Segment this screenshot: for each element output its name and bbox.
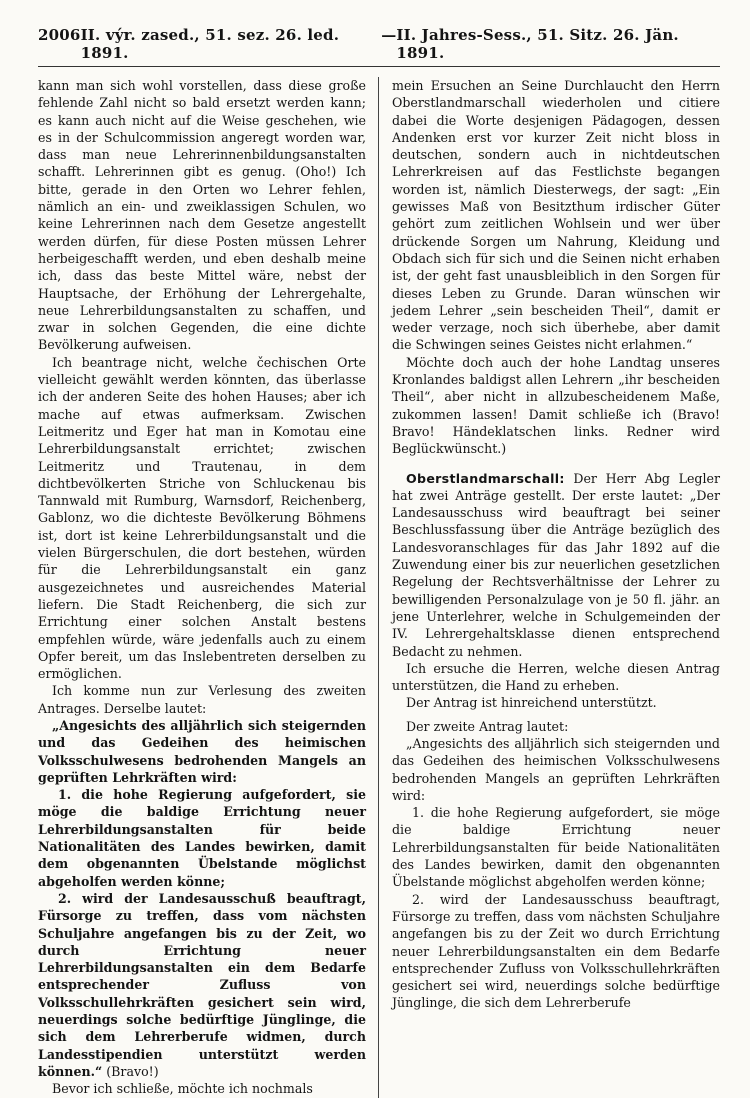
column-divider <box>378 77 379 1098</box>
paragraph: Ich komme nun zur Verlesung des zweiten Antrages. Derselbe lautet: <box>38 683 366 716</box>
motion-item-1: 1. die hohe Regierung aufgefordert, sie möge die baldige Errichtung neuer Lehrerbildungsanstalten für beide Nationalitäten des Landes bewirken, damit dem obgenannten Übelstande möglichst abgeholfen werden könne; <box>38 787 366 889</box>
page-header <box>38 26 720 67</box>
paragraph: Ich beantrage nicht, welche čechischen Orte vielleicht gewählt werden könnten, das überlasse ich der anderen Seite des hohen Hauses; aber ich mache auf etwas aufmerksam. Zwischen Leitmeritz und Eger hat man in Komotau eine Lehrerbildungsanstalt errichtet; zwischen Leitmeritz und Trautenau, in dem dichtbevölkerten Striche von Schluckenau bis Tannwald mit Rumburg, Warnsdorf, Reichenberg, Gablonz, wo die dichteste Bevölkerung Böhmens ist, dort ist keine Lehrerbildungsanstalt und die vielen Bürgerschulen, die dort bestehen, würden für die Lehrerbildungsanstalt ein ganz ausgezeichnetes und ausreichendes Material liefern. Die Stadt Reichenberg, die sich zur Errichtung einer solchen Anstalt bestens empfehlen würde, wäre jedenfalls auch zu einem Opfer bereit, um das Inslebentreten derselben zu ermöglichen. <box>38 354 366 682</box>
paragraph: Bevor ich schließe, möchte ich nochmals <box>52 1081 313 1097</box>
applause-note: (Bravo!) <box>106 1063 159 1079</box>
session-german: II. Jahres-Sess., 51. Sitz. 26. Jän. 1891. <box>396 26 679 62</box>
paragraph: Möchte doch auch der hohe Landtag unseres Kronlandes baldigst allen Lehrern „ihr bescheiden Theil“, aber nicht in allzubescheidenem Maße, zukommen lassen! Damit schließe ich (Bravo! Bravo! Händeklatschen links. Redner wird Beglückwünscht.) <box>392 354 720 457</box>
speaker-paragraph <box>392 470 720 660</box>
speaker-name: Oberstlandmarschall: <box>406 470 565 486</box>
motion-item-2: 2. wird der Landesausschuß beauftragt, Fürsorge zu treffen, dass vom nächsten Schuljahre angefangen bis zu der Zeit, wo durch Errichtung neuer Lehrerbildungsanstalten ein dem Bedarfe entsprechender Zufluss von Volksschullehrkräften gesichert sein wird, neuerdings solche bedürftige Jünglinge, die sich dem Lehrerberufe widmen, durch Landesstipendien unterstützt werden können.“ <box>38 890 366 1079</box>
paragraph: Der Antrag ist hinreichend unterstützt. <box>406 695 657 711</box>
paragraph: Der zweite Antrag lautet: <box>406 718 569 734</box>
page-number: 2006 <box>38 26 81 44</box>
spacer <box>392 458 720 470</box>
right-column <box>392 77 720 1098</box>
motion-intro: „Angesichts des alljährlich sich steigernden und das Gedeihen des heimischen Volksschulwesens bedrohenden Mangels an geprüften Lehrkräften wird: <box>38 717 366 785</box>
speaker-text: Der Herr Abg Legler hat zwei Anträge gestellt. Der erste lautet: „Der Landesausschuss wird beauftragt bei seiner Beschlussfassung über die Anträge bezüglich des Landesvoranschlages für das Jahr 1892 auf die Zuwendung einer bis zur neuerlichen gesetzlichen Regelung der Rechtsverhältnisse der Lehrer zu bewilligenden Personalzulage von je 50 fl. jähr. an jene Unterlehrer, welche in Schulgemeinden der IV. Lehrergehaltsklasse dienen entsprechend Bedacht zu nehmen. <box>392 470 720 659</box>
text-columns <box>38 77 720 1098</box>
motion-intro: „Angesichts des alljährlich sich steigernden und das Gedeihen des heimischen Volksschulwesens bedrohenden Mangels an geprüften Lehrkräften wird: <box>392 735 720 803</box>
motion-item-1: 1. die hohe Regierung aufgefordert, sie möge die baldige Errichtung neuer Lehrerbildungsanstalten für beide Nationalitäten des Landes bewirken, damit den obgenannten Übelstande möglichst abgeholfen werden könne; <box>392 805 720 890</box>
motion-item-2: 2. wird der Landesausschuss beauftragt, Fürsorge zu treffen, dass vom nächsten Schuljahre angefangen bis zu der Zeit wo durch Errichtung neuer Lehrerbildungsanstalten ein dem Bedarfe entsprechender Zufluss von Volksschullehrkräften gesichert sei wird, neuerdings solche bedürftige Jünglinge, die sich dem Lehrerberufe <box>392 891 720 1011</box>
left-column <box>38 77 366 1098</box>
header-separator: — <box>381 26 397 44</box>
session-czech: II. výr. zased., 51. sez. 26. led. 1891. <box>80 26 340 62</box>
motion-item-2-wrapper <box>38 890 366 1080</box>
paragraph: Ich ersuche die Herren, welche diesen Antrag unterstützen, die Hand zu erheben. <box>392 660 720 694</box>
paragraph: mein Ersuchen an Seine Durchlaucht den Herrn Oberstlandmarschall wiederholen und citiere dabei die Worte desjenigen Pädagogen, dessen Andenken erst vor kurzer Zeit nicht bloss in deutschen, sondern auch in nichtdeutschen Lehrerkreisen auf das Festlichste begangen worden ist, nämlich Diesterwegs, der sagt: „Ein gewisses Maß von Besitzthum irdischer Güter gehört zum zeitlichen Wohlsein und wer über drückende Sorgen um Nahrung, Kleidung und Obdach sich für sich und die Seinen nicht erhaben ist, der geht fast unausbleiblich in den Sorgen für dieses Leben zu Grunde. Daran wünschen wir jedem Lehrer „sein bescheiden Theil“, damit er weder verzage, noch sich überhebe, aber damit die Schwingen seines Geistes nicht erlahmen.“ <box>392 78 720 353</box>
paragraph: kann man sich wohl vorstellen, dass diese große fehlende Zahl nicht so bald ersetzt werden kann; es kann auch nicht auf die Weise geschehen, wie es in der Schulcommission angeregt worden war, dass man neue Lehrerinnenbildungsanstalten schafft. Lehrerinnen gibt es genug. (Oho!) Ich bitte, gerade in den Orten wo Lehrer fehlen, nämlich an ein- und zweiklassigen Schulen, wo keine Lehrerinnen nach dem Gesetze angestellt werden dürfen, für diese Posten müssen Lehrer herbeigeschafft werden, und eben deshalb meine ich, dass das beste Mittel wäre, nebst der Hauptsache, der Erhöhung der Lehrergehalte, neue Lehrerbildungsanstalten zu schaffen, und zwar in solchen Gegenden, die eine dichte Bevölkerung aufweisen. <box>38 78 366 353</box>
